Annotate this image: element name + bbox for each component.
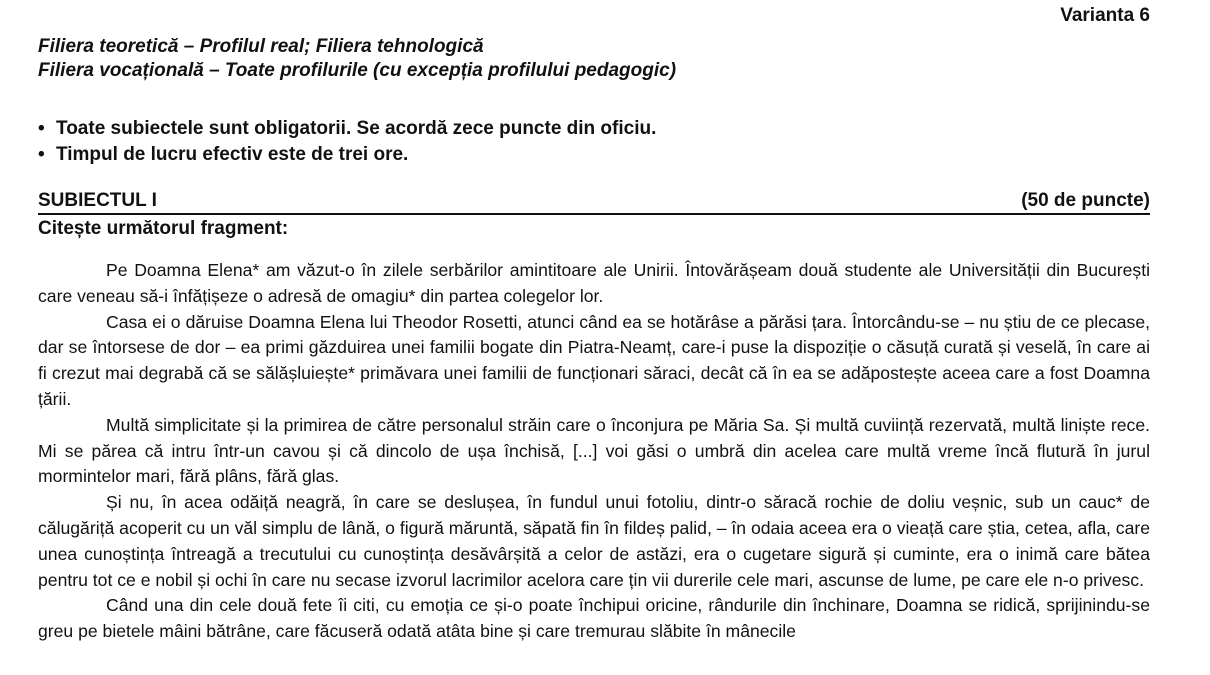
text-fragment bbox=[38, 258, 1150, 645]
subject-heading bbox=[38, 189, 1150, 215]
instruction-text-2: Timpul de lucru efectiv este de trei ore. bbox=[56, 144, 409, 165]
instruction-item-1 bbox=[38, 117, 656, 141]
fragment-paragraph-5: Când una din cele două fete îi citi, cu emoția ce și-o poate închipui oricine, rândurile din închinare, Doamna se ridică, sprijinindu-se greu pe bietele mâini bătrâne, care făcuseră odată atâta bine și care tremurau slăbite în mânecile bbox=[38, 595, 1150, 642]
sector-line-1: Filiera teoretică – Profilul real; Filiera tehnologică bbox=[38, 36, 484, 57]
bullet-icon: • bbox=[38, 118, 45, 139]
instruction-item-2 bbox=[38, 143, 408, 167]
sector-line-2: Filiera vocațională – Toate profilurile (cu excepția profilului pedagogic) bbox=[38, 60, 677, 81]
bullet-icon: • bbox=[38, 144, 45, 165]
instruction-text-1: Toate subiectele sunt obligatorii. Se acordă zece puncte din oficiu. bbox=[56, 118, 657, 139]
variant-label: Varianta 6 bbox=[1060, 5, 1150, 26]
fragment-paragraph-4: Și nu, în acea odăiță neagră, în care se deslușea, în fundul unui fotoliu, dintr-o săracă rochie de doliu veșnic, sub un cauc* de călugăriță acoperit cu un văl simplu de lână, o figură măruntă, săpată fin în fildeș palid, – în odaia aceea era o vieață care știa, cetea, afla, care unea cunoștința întreagă a trecutului cu cunoștința desăvârșită a celor de astăzi, era o cugetare sigură și cuminte, era o inimă care bătea pentru tot ce e nobil și ochi în care nu secase izvorul lacrimilor acelora care țin vii durerile cele mari, ascunse de lume, pe care ele n-o privesc. bbox=[38, 492, 1150, 590]
subject-points: (50 de puncte) bbox=[1021, 190, 1150, 211]
reading-prompt: Citește următorul fragment: bbox=[38, 218, 289, 239]
fragment-paragraph-3: Multă simplicitate și la primirea de către personalul străin care o înconjura pe Măria Sa. Și multă cuviință rezervată, multă liniște rece. Mi se părea că intru într-un cavou și că dincolo de ușa închisă, [...] voi găsi o umbră din acelea care multă vreme încă flutură în jurul mormintelor mari, fără plâns, fără glas. bbox=[38, 414, 1150, 487]
fragment-paragraph-2: Casa ei o dăruise Doamna Elena lui Theodor Rosetti, atunci când ea se hotărâse a părăsi țara. Întorcându-se – nu știu de ce plecase, dar se întorsese de dor – ea primi găzduirea unei familii bogate din Piatra-Neamț, care-i puse la dispoziție o căsuță curată și veselă, în care ai fi crezut mai degrabă că se sălășluiește* primăvara unei familii de funcționari săraci, decât că în ea se adăpostește aceea care a fost Doamna țării. bbox=[38, 311, 1150, 409]
exam-page bbox=[38, 0, 1150, 675]
fragment-paragraph-1: Pe Doamna Elena* am văzut-o în zilele serbărilor amintitoare ale Unirii. Întovărășeam două studente ale Universității din București care veneau să-i înfățișeze o adresă de omagiu* din partea colegelor lor. bbox=[38, 260, 1150, 306]
subject-title: SUBIECTUL I bbox=[38, 190, 157, 211]
